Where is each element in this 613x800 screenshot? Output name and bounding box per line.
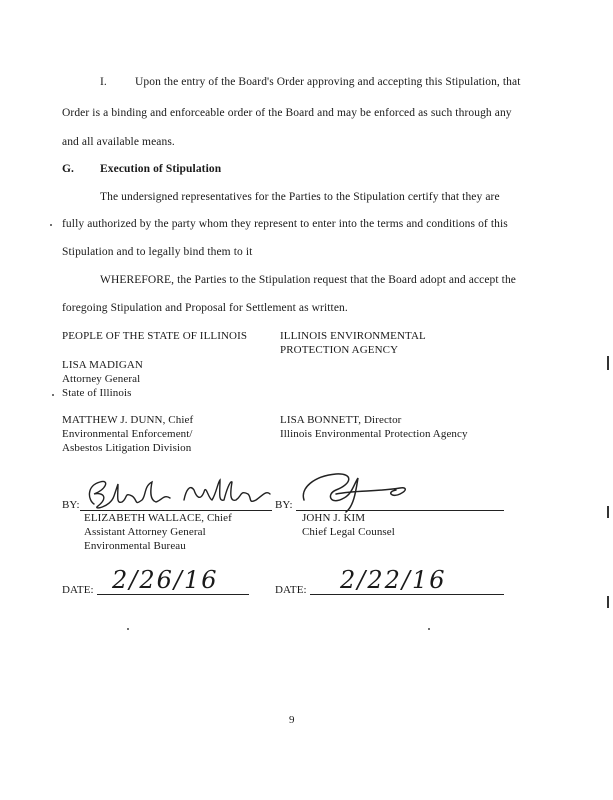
paragraph-i-line: Upon the entry of the Board's Order approving and accepting this Stipulation, that (135, 76, 521, 88)
wherefore-paragraph-line: foregoing Stipulation and Proposal for Settlement as written. (62, 302, 348, 314)
left-division-line: Environmental Enforcement/ (62, 428, 193, 440)
right-date-line (310, 594, 504, 595)
right-date-value: 2/22/16 (340, 566, 447, 594)
right-signer-title: Chief Legal Counsel (302, 526, 395, 538)
paragraph-i-line: and all available means. (62, 136, 175, 148)
left-by-label: BY: (62, 499, 80, 511)
right-signature (296, 466, 416, 516)
left-division-head: MATTHEW J. DUNN, Chief (62, 414, 194, 426)
left-official-title: Attorney General (62, 373, 141, 385)
scan-speck (127, 628, 129, 630)
left-official-name: LISA MADIGAN (62, 359, 143, 371)
scan-speck (428, 628, 430, 630)
left-signer-name: ELIZABETH WALLACE, Chief (84, 512, 232, 524)
left-party-name: PEOPLE OF THE STATE OF ILLINOIS (62, 330, 248, 342)
scan-edge-mark (607, 596, 609, 608)
left-date-value: 2/26/16 (112, 566, 219, 594)
certify-paragraph-line: fully authorized by the party whom they represent to enter into the terms and conditions of this (62, 218, 508, 230)
left-signature-text: Elizabeth Wallace (80, 461, 196, 478)
left-signer-title: Assistant Attorney General (84, 526, 206, 538)
scan-edge-mark (607, 506, 609, 518)
right-signer-name: JOHN J. KIM (302, 512, 366, 524)
paragraph-i-line: Order is a binding and enforceable order of the Board and may be enforced as such through any (62, 107, 512, 119)
scan-edge-mark (607, 356, 609, 370)
scan-speck (50, 224, 52, 226)
left-division-line: Asbestos Litigation Division (62, 442, 192, 454)
scan-speck (52, 394, 54, 396)
left-signer-title: Environmental Bureau (84, 540, 186, 552)
right-by-label: BY: (275, 499, 293, 511)
certify-paragraph-line: Stipulation and to legally bind them to it (62, 246, 253, 258)
section-g-heading: Execution of Stipulation (100, 163, 222, 175)
paragraph-i-number: I. (100, 76, 107, 88)
right-party-name: ILLINOIS ENVIRONMENTAL (280, 330, 426, 342)
right-agency: Illinois Environmental Protection Agency (280, 428, 468, 440)
right-party-name: PROTECTION AGENCY (280, 344, 399, 356)
right-director: LISA BONNETT, Director (280, 414, 402, 426)
left-date-label: DATE: (62, 584, 94, 596)
left-date-line (97, 594, 249, 595)
section-g-letter: G. (62, 163, 75, 175)
wherefore-paragraph-line: WHEREFORE, the Parties to the Stipulation request that the Board adopt and accept the (100, 274, 517, 286)
right-date-label: DATE: (275, 584, 307, 596)
certify-paragraph-line: The undersigned representatives for the Parties to the Stipulation certify that they are (100, 191, 500, 203)
left-official-state: State of Illinois (62, 387, 132, 399)
page-number: 9 (289, 714, 295, 726)
